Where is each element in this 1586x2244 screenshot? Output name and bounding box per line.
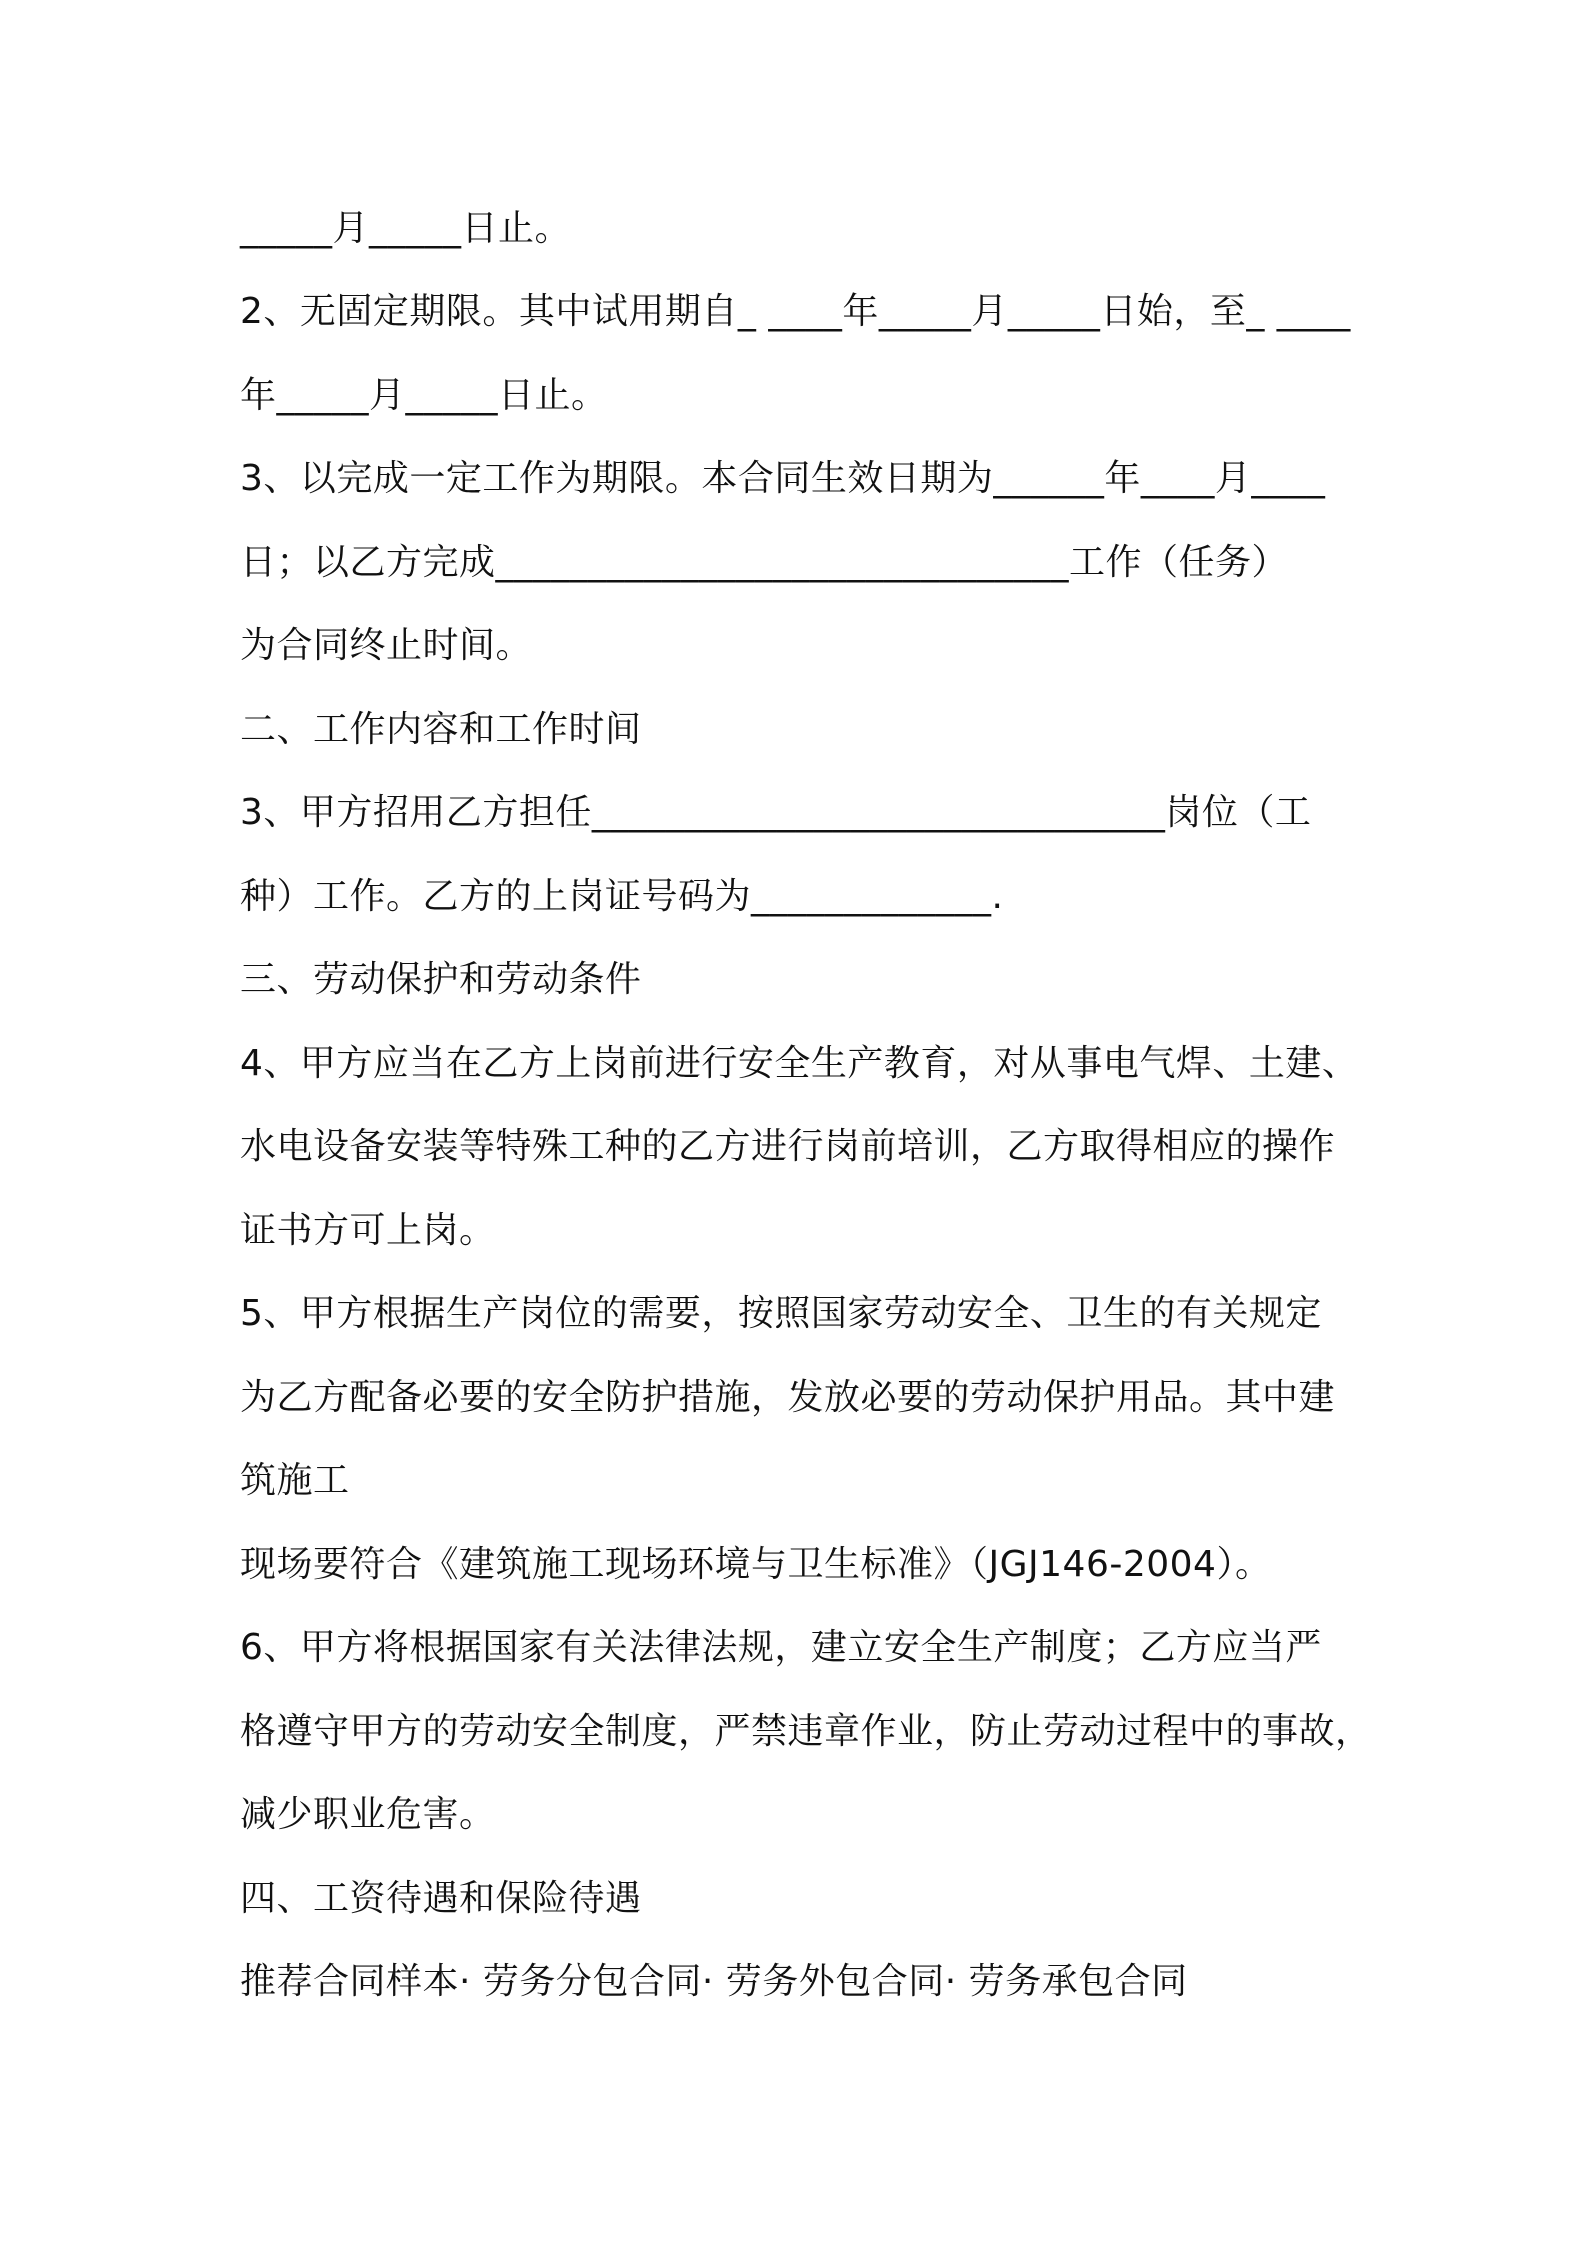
text-line: 年_____月_____日止。: [240, 375, 608, 416]
text-line: 2、无固定期限。其中试用期自_ ____年_____月_____日始，至_ ____: [240, 291, 1351, 332]
text-line: 日；以乙方完成_______________________________工作（任务）: [240, 542, 1289, 583]
text-line: 种）工作。乙方的上岗证号码为_____________.: [240, 876, 1004, 917]
text-line: 水电设备安装等特殊工种的乙方进行岗前培训，乙方取得相应的操作: [240, 1126, 1336, 1167]
text-line: _____月_____日止。: [240, 208, 572, 249]
section-heading: 四、工资待遇和保险待遇: [240, 1878, 642, 1919]
section-heading: 三、劳动保护和劳动条件: [240, 959, 642, 1000]
text-line: 筑施工: [240, 1460, 350, 1501]
text-line: 证书方可上岗。: [240, 1210, 496, 1251]
text-line: 现场要符合《建筑施工现场环境与卫生标准》（JGJ146-2004）。: [240, 1544, 1272, 1585]
recommended-contracts-line: 推荐合同样本· 劳务分包合同· 劳务外包合同· 劳务承包合同: [240, 1961, 1188, 2002]
text-line: 减少职业危害。: [240, 1794, 496, 1835]
text-line: 3、以完成一定工作为期限。本合同生效日期为______年____月____: [240, 458, 1326, 499]
text-line: 4、甲方应当在乙方上岗前进行安全生产教育，对从事电气焊、土建、: [240, 1043, 1359, 1084]
text-line: 为乙方配备必要的安全防护措施，发放必要的劳动保护用品。其中建: [240, 1377, 1336, 1418]
text-line: 格遵守甲方的劳动安全制度，严禁违章作业，防止劳动过程中的事故，: [240, 1711, 1372, 1752]
text-line: 为合同终止时间。: [240, 625, 533, 666]
section-heading: 二、工作内容和工作时间: [240, 709, 642, 750]
text-line: 3、甲方招用乙方担任_______________________________岗位（工: [240, 792, 1312, 833]
text-line: 5、甲方根据生产岗位的需要，按照国家劳动安全、卫生的有关规定: [240, 1293, 1322, 1334]
text-line: 6、甲方将根据国家有关法律法规，建立安全生产制度；乙方应当严: [240, 1627, 1322, 1668]
